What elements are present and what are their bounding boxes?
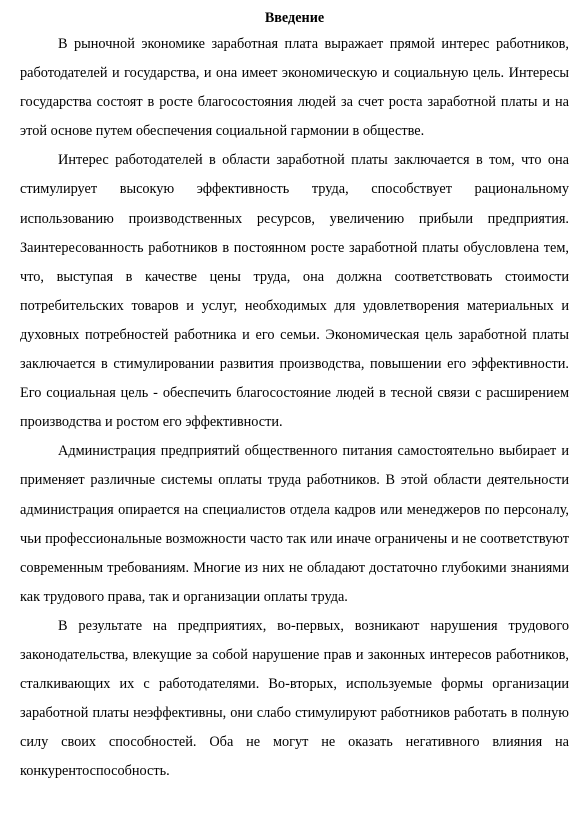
page-title: Введение	[264, 10, 325, 26]
paragraph-4: В результате на предприятиях, во-первых, возникают нарушения трудового законодательства, влекущие за собой нарушение прав и законных интересов работников, сталкивающих их с работодателями. Во-вторых, используемые формы организации заработной платы неэффективны, они слабо стимулируют работников работать в полную силу своих способностей. Оба не могут не оказать негативного влияния на конкурентоспособность.	[20, 617, 569, 780]
paragraph-1: В рыночной экономике заработная плата выражает прямой интерес работников, работодателей и государства, и она имеет экономическую и социальную цель. Интересы государства состоят в росте благосостояния людей за счет роста заработной платы и на этой основе путем обеспечения социальной гармонии в обществе.	[20, 36, 569, 140]
paragraph-3: Администрация предприятий общественного питания самостоятельно выбирает и применяет различные системы оплаты труда работников. В этой области деятельности администрация опирается на специалистов отдела кадров или менеджеров по персоналу, чьи профессиональные возможности часто так или иначе ограничены и не соответствуют современным требованиям. Многие из них не обладают достаточно глубокими знаниями как трудового права, так и организации оплаты труда.	[20, 443, 569, 605]
paragraph-2: Интерес работодателей в области заработной платы заключается в том, что она стимулирует высокую эффективность труда, способствует рациональному использованию производственных ресурсов, увеличению прибыли предприятия. Заинтересованность работников в постоянном росте заработной платы обусловлена тем, что, выступая в качестве цены труда, она должна соответствовать стоимости потребительских товаров и услуг, необходимых для удовлетворения материальных и духовных потребностей работника и его семьи. Экономическая цель заработной платы заключается в стимулировании развития производства, повышении его эффективности. Его социальная цель - обеспечить благосостояние людей в тесной связи с расширением производства и ростом его эффективности.	[20, 152, 569, 431]
document-page	[20, 6, 569, 786]
